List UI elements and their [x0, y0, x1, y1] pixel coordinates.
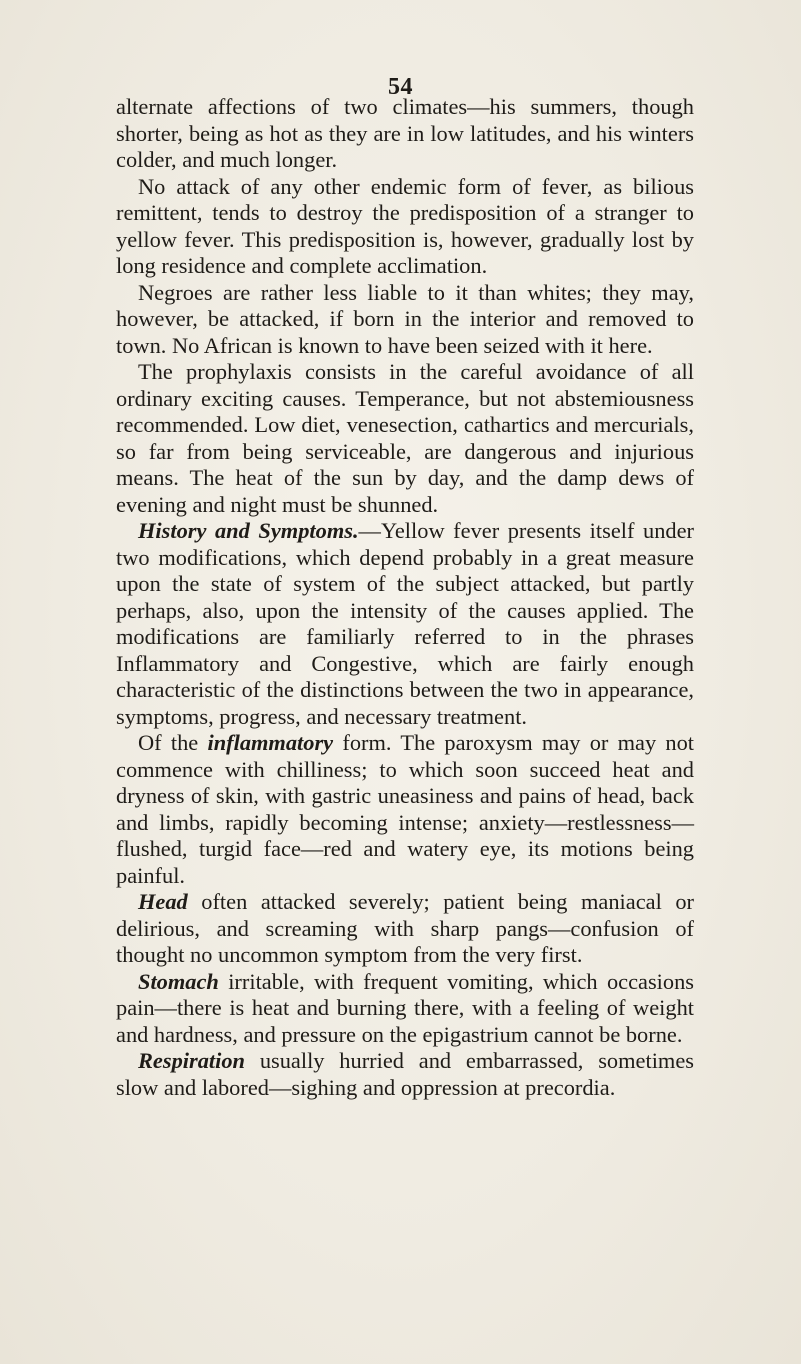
paragraph-text: No attack of any other endemic form of fever, as bilious remittent, tends to destroy the predisposition of a stranger to yellow fever. This predisposition is, however, gradually lost by long residence and complete acclimation.	[116, 173, 694, 278]
emphasis-inflammatory: inflammatory	[207, 730, 334, 755]
paragraph-text: often attacked severely; patient being maniacal or delirious, and screaming with sharp pangs—confusion of thought no uncommon symptom from the very first.	[116, 889, 694, 967]
paragraph-negroes	[116, 280, 694, 360]
paragraph-inflammatory	[116, 730, 694, 889]
paragraph-text: —Yellow fever presents itself under two modifications, which depend probably in a great measure upon the state of system of the subject attacked, but partly perhaps, also, upon the intensity of the causes applied. The modifications are familiarly referred to in the phrases Inflammatory and Congestive, which are fairly enough characteristic of the distinctions between the two in appearance, symptoms, progress, and necessary treatment.	[116, 518, 694, 729]
subheading-respiration: Respiration	[138, 1048, 246, 1073]
paragraph-text: form. The paroxysm may or may not commence with chilliness; to which soon succeed heat and dryness of skin, with gastric uneasiness and pains of head, back and limbs, rapidly becoming intense; anxiety—restlessness—flushed, turgid face—red and watery eye, its motions being painful.	[116, 730, 694, 888]
paragraph-text: Negroes are rather less liable to it than whites; they may, however, be attacked, if born in the interior and removed to town. No African is known to have been seized with it here.	[116, 279, 694, 358]
paragraph-text: irritable, with frequent vomiting, which occasions pain—there is heat and burning there, with a feeling of weight and hardness, and pressure on the epigastrium cannot be borne.	[116, 968, 694, 1047]
paragraph-history-symptoms	[116, 518, 694, 730]
paragraph-text-before: Of the	[138, 730, 208, 755]
paragraph-climates	[116, 94, 694, 174]
section-heading-history: History and Symptoms.	[138, 518, 359, 543]
subheading-head: Head	[138, 889, 188, 914]
paragraph-text: alternate affections of two climates—his summers, though shorter, being as hot as they are in low latitudes, and his winters colder, and much longer.	[116, 94, 694, 172]
page-body	[116, 94, 694, 1101]
paragraph-text: usually hurried and embarrassed, sometimes slow and labored—sighing and oppression at precordia.	[116, 1048, 694, 1100]
paragraph-predisposition	[116, 174, 694, 280]
paragraph-stomach	[116, 969, 694, 1049]
paragraph-text: The prophylaxis consists in the careful avoidance of all ordinary exciting causes. Temperance, but not abstemiousness recommended. Low diet, venesection, cathartics and mercurials, so far from being serviceable, are dangerous and injurious means. The heat of the sun by day, and the damp dews of evening and night must be shunned.	[116, 359, 694, 517]
paragraph-prophylaxis	[116, 359, 694, 518]
paragraph-respiration	[116, 1048, 694, 1101]
page-number: 54	[388, 74, 413, 100]
paragraph-head	[116, 889, 694, 969]
subheading-stomach: Stomach	[138, 968, 219, 994]
